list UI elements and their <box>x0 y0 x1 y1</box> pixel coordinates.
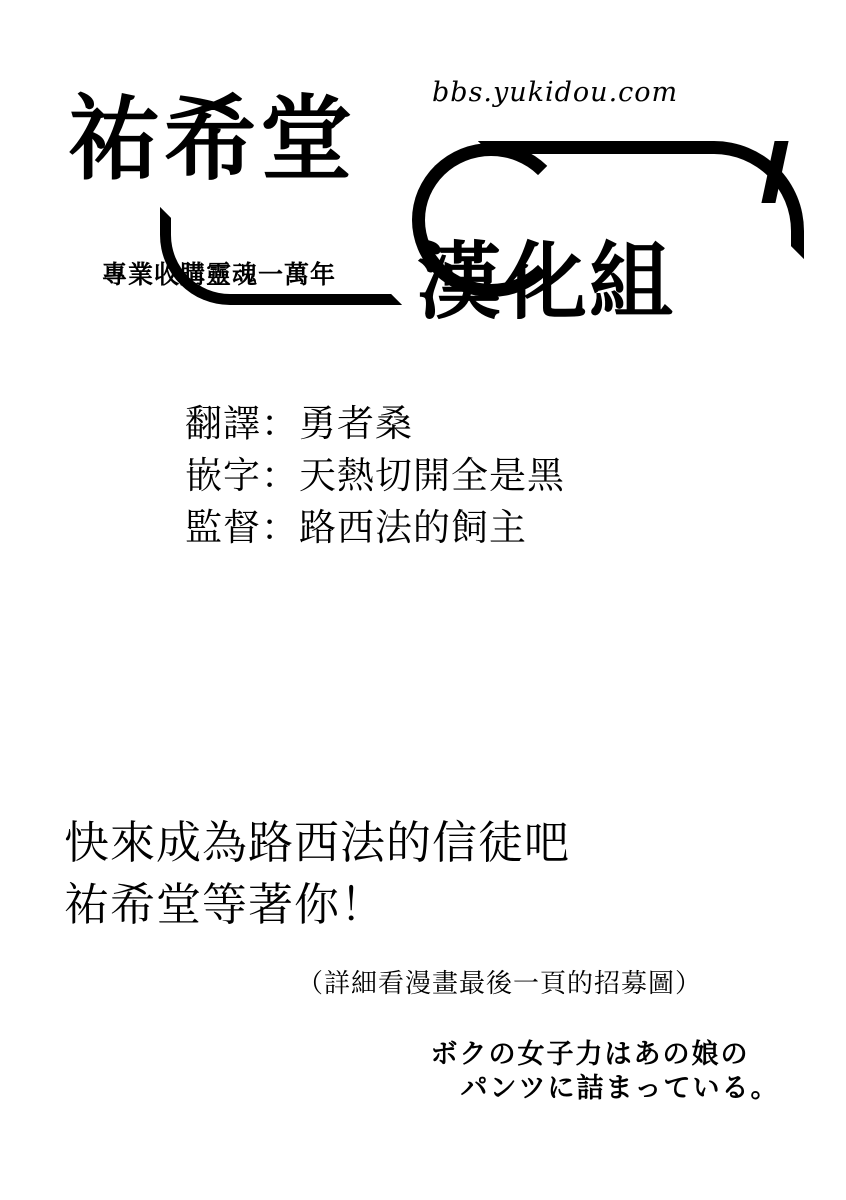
logo-sub-text: 漢化組 <box>417 232 676 331</box>
work-title <box>360 1038 820 1106</box>
logo-tagline: 專業收購靈魂一萬年 <box>102 260 337 289</box>
credit-line-typesetting: 嵌字：天熱切開全是黑 <box>185 454 565 497</box>
recruit-note: （詳細看漫畫最後一頁的招募圖） <box>297 969 703 999</box>
logo-url: bbs.yukidou.com <box>432 77 679 108</box>
credit-line-translation: 翻譯：勇者桑 <box>185 402 413 445</box>
recruit-line-1: 快來成為路西法的信徒吧 <box>64 816 571 869</box>
group-logo <box>60 55 790 331</box>
credit-line-supervision: 監督：路西法的飼主 <box>185 506 527 549</box>
work-title-line-1: ボクの女子力はあの娘の <box>430 1039 750 1070</box>
recruit-line-2: 祐希堂等著你！ <box>64 878 387 931</box>
work-title-line-2: パンツに詰まっている。 <box>460 1073 780 1104</box>
recruit-message <box>64 812 784 936</box>
logo-main-text: 祐希堂 <box>68 85 357 193</box>
staff-credits <box>185 398 785 554</box>
